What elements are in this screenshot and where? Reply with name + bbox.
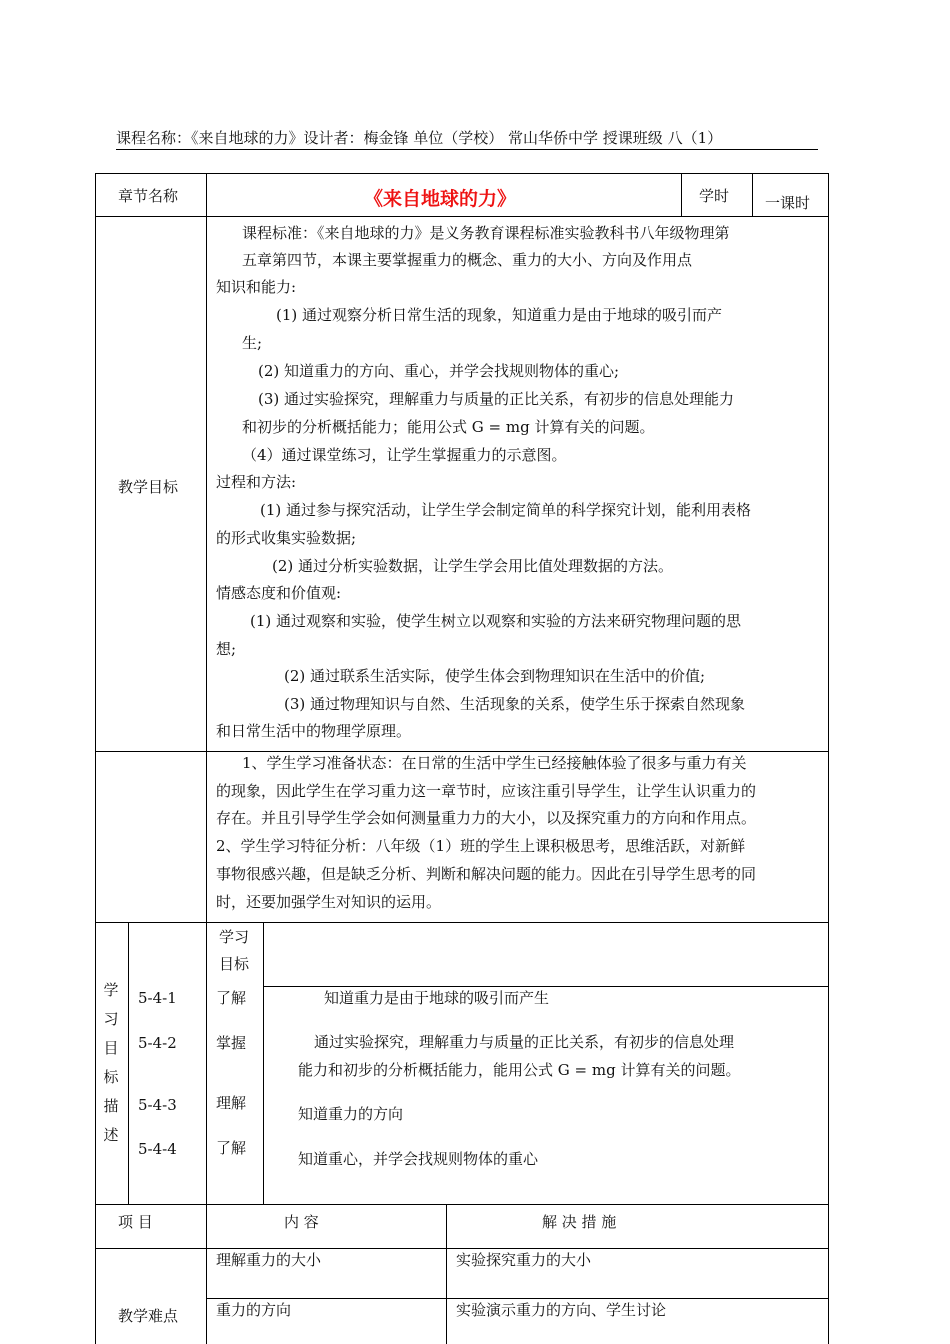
objective-line: (1) 通过观察分析日常生活的现象，知道重力是由于地球的吸引而产: [276, 306, 723, 324]
col-solution-header: 解 决 措 施: [542, 1213, 617, 1231]
analysis-line: 的现象，因此学生在学习重力这一章节时，应该注重引导学生，让学生认识重力的: [216, 782, 757, 800]
objective-line: 情感态度和价值观:: [216, 584, 342, 602]
side-char: 标: [103, 1068, 119, 1086]
objective-line: 知识和能力:: [216, 278, 297, 296]
difficulty-label: 教学难点: [118, 1307, 179, 1325]
objective-line: (2) 知道重力的方向、重心，并学会找规则物体的重心;: [258, 362, 620, 380]
chapter-name-label: 章节名称: [118, 187, 179, 205]
objective-line: (3) 通过物理知识与自然、生活现象的关系，使学生乐于探索自然现象: [284, 695, 746, 713]
hours-value: 一课时: [765, 194, 811, 212]
hours-label: 学时: [699, 187, 730, 205]
goal-level: 掌握: [216, 1034, 247, 1052]
objective-line: （4）通过课堂练习，让学生掌握重力的示意图。: [242, 446, 567, 464]
side-char: 述: [103, 1126, 119, 1144]
objective-line: 的形式收集实验数据;: [216, 529, 357, 547]
difficulty-solution: 实验演示重力的方向、学生讨论: [456, 1301, 667, 1319]
objective-line: (2) 通过分析实验数据，让学生学会用比值处理数据的方法。: [272, 557, 674, 575]
col-item-header: 项 目: [118, 1213, 153, 1231]
objective-line: 和日常生活中的物理学原理。: [216, 722, 412, 740]
goal-desc: 知道重力的方向: [298, 1105, 404, 1123]
objective-line: 生;: [242, 334, 263, 352]
objective-line: (3) 通过实验探究，理解重力与质量的正比关系，有初步的信息处理能力: [258, 390, 735, 408]
difficulty-solution: 实验探究重力的大小: [456, 1251, 592, 1269]
objective-line: 五章第四节，本课主要掌握重力的概念、重力的大小、方向及作用点: [242, 251, 693, 269]
objective-line: 课程标准：《来自地球的力》是义务教育课程标准实验教科书八年级物理第: [242, 224, 730, 242]
analysis-line: 存在。并且引导学生学会如何测量重力力的大小，以及探究重力的方向和作用点。: [216, 809, 757, 827]
difficulty-content: 理解重力的大小: [216, 1251, 322, 1269]
goal-level: 理解: [216, 1094, 247, 1112]
goal-desc: 能力和初步的分析概括能力，能用公式 G = mg 计算有关的问题。: [298, 1061, 741, 1079]
side-char: 习: [103, 1010, 119, 1028]
objective-line: (1) 通过观察和实验，使学生树立以观察和实验的方法来研究物理问题的思: [250, 612, 742, 630]
objective-line: 和初步的分析概括能力；能用公式 G = mg 计算有关的问题。: [242, 418, 655, 436]
objectives-label: 教学目标: [118, 478, 179, 496]
analysis-line: 事物很感兴趣，但是缺乏分析、判断和解决问题的能力。因此在引导学生思考的同: [216, 865, 757, 883]
goal-code: 5-4-4: [138, 1140, 177, 1158]
objective-line: 过程和方法:: [216, 473, 297, 491]
goals-head-1: 学习: [219, 928, 250, 946]
objective-line: 想;: [216, 640, 237, 658]
objective-line: (1) 通过参与探究活动，让学生学会制定简单的科学探究计划，能利用表格: [260, 501, 752, 519]
side-char: 目: [103, 1039, 119, 1057]
goal-desc: 知道重心，并学会找规则物体的重心: [298, 1150, 539, 1168]
course-header: 课程名称：《来自地球的力》设计者：梅金锋 单位（学校） 常山华侨中学 授课班级 八（1）: [116, 128, 818, 150]
goal-desc: 通过实验探究，理解重力与质量的正比关系，有初步的信息处理: [314, 1033, 735, 1051]
analysis-line: 2、学生学习特征分析：八年级（1）班的学生上课积极思考，思维活跃，对新鲜: [216, 837, 746, 855]
goal-level: 了解: [216, 1139, 247, 1157]
goals-head-2: 目标: [219, 955, 250, 973]
analysis-line: 1、学生学习准备状态：在日常的生活中学生已经接触体验了很多与重力有关: [242, 754, 747, 772]
goal-code: 5-4-1: [138, 989, 177, 1007]
goal-code: 5-4-2: [138, 1034, 177, 1052]
side-char: 描: [103, 1097, 119, 1115]
goal-desc: 知道重力是由于地球的吸引而产生: [324, 989, 550, 1007]
objective-line: (2) 通过联系生活实际，使学生体会到物理知识在生活中的价值;: [284, 667, 706, 685]
side-char: 学: [103, 981, 119, 999]
goal-code: 5-4-3: [138, 1096, 177, 1114]
difficulty-content: 重力的方向: [216, 1301, 292, 1319]
chapter-title: 《来自地球的力》: [364, 188, 517, 210]
goal-level: 了解: [216, 989, 247, 1007]
analysis-line: 时，还要加强学生对知识的运用。: [216, 893, 442, 911]
col-content-header: 内 容: [284, 1213, 319, 1231]
